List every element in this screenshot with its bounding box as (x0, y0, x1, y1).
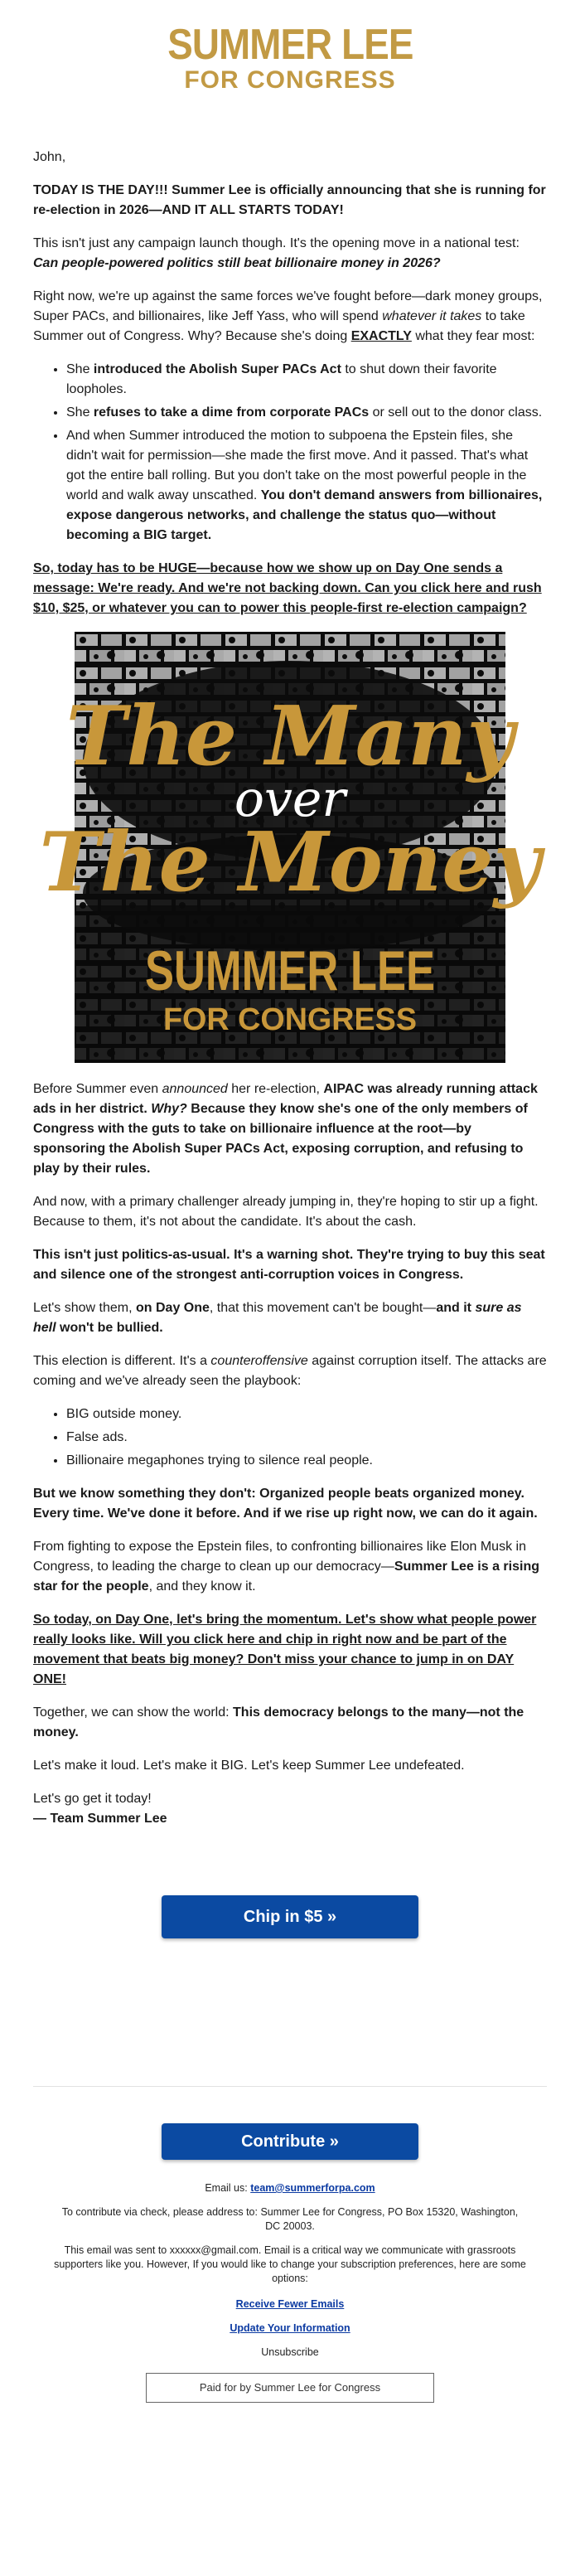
campaign-logo (33, 0, 547, 104)
list-playbook (33, 1404, 547, 1471)
paragraph-rising-star: From fighting to expose the Epstein files, to confronting billionaires like Elon Musk in Congress, to leading the charge to clean up our democracy—Summer Lee is a rising star for the people, and they know it. (33, 1540, 539, 1594)
footer-email: Email us: team@summerforpa.com (205, 2182, 375, 2194)
hero-line-the-many: The Many (65, 689, 515, 784)
email-body (33, 0, 547, 2403)
announcement: TODAY IS THE DAY!!! Summer Lee is officially announcing that she is running for re-election in 2026—AND IT ALL STARTS TODAY! (33, 183, 546, 217)
paragraph-show-them: Let's show them, on Day One, that this movement can't be bought—and it sure as hell won't be bullied. (33, 1301, 522, 1335)
hero-line-the-money: The Money (39, 815, 541, 910)
paragraph-aipac: Before Summer even announced her re-election, AIPAC was already running attack ads in her district. Why? Because they know she's one of the only members of Congress with the guts to take on billionaire influence at the root—by sponsoring the Abolish Super PACs Act, exposing corruption, and refusing to play by their rules. (33, 1082, 538, 1176)
chip-in-button[interactable]: Chip in $5 » (162, 1895, 418, 1938)
list-what-they-fear (33, 360, 547, 546)
paragraph-warning-shot: This isn't just politics-as-usual. It's a warning shot. They're trying to buy this seat and silence one of the strongest anti-corruption voices in Congress. (33, 1248, 545, 1282)
paragraph-together: Together, we can show the world: This democracy belongs to the many—not the money. (33, 1705, 524, 1739)
footer-check-address: To contribute via check, please address to: Summer Lee for Congress, PO Box 15320, Washington, DC 20003. (61, 2206, 519, 2232)
logo-subtitle: FOR CONGRESS (184, 66, 396, 94)
hero-brand-subtitle: FOR CONGRESS (163, 1002, 417, 1037)
paragraph-forces: Right now, we're up against the same forces we've fought before—dark money groups, Super PACs, and billionaires, like Jeff Yass, who will spend whatever it takes to take Summer out of Congress. Why? Because she's doing EXACTLY what they fear most: (33, 289, 543, 343)
signoff: Let's go get it today! — Team Summer Lee (33, 1792, 167, 1826)
email-link[interactable]: team@summerforpa.com (250, 2182, 375, 2194)
paid-for-disclaimer: Paid for by Summer Lee for Congress (146, 2373, 434, 2403)
hero-graphic (39, 632, 541, 1063)
divider (33, 2086, 547, 2087)
paragraph-national-test: This isn't just any campaign launch though. It's the opening move in a national test: Can people-powered politics still beat billionaire money in 2026? (33, 236, 520, 270)
hero-brand-name: SUMMER LEE (145, 939, 435, 1002)
donate-link-1[interactable]: So, today has to be HUGE—because how we show up on Day One sends a message: We're ready. And we're not backing down. Can you click here and rush $10, $25, or whatever you can to power this people-first re-election campaign? (33, 561, 542, 615)
paragraph-challenger: And now, with a primary challenger already jumping in, they're hoping to stir up a fight. Because to them, it's not about the candidate. It's about the cash. (33, 1195, 539, 1229)
list-item: • False ads. (66, 1428, 547, 1448)
footer-subscription-note: This email was sent to xxxxxx@gmail.com. Email is a critical way we communicate with grassroots supporters like you. However, If you would like to change your subscription preferences, here are some options: (54, 2244, 526, 2284)
paragraph-make-it-loud: Let's make it loud. Let's make it BIG. Let's keep Summer Lee undefeated. (33, 1759, 465, 1773)
greeting: John, (33, 150, 66, 164)
logo-name: SUMMER LEE (167, 21, 413, 69)
paragraph-counteroffensive: This election is different. It's a counteroffensive against corruption itself. The attacks are coming and we've already seen the playbook: (33, 1354, 547, 1388)
list-item: • She introduced the Abolish Super PACs Act to shut down their favorite loopholes. (66, 360, 547, 400)
receive-fewer-emails-link[interactable]: Receive Fewer Emails (235, 2298, 345, 2310)
paragraph-organized-people: But we know something they don't: Organized people beats organized money. Every time. We've done it before. And if we rise up right now, we can do it again. (33, 1487, 538, 1521)
hero-image-many-over-money[interactable] (39, 632, 541, 1063)
list-item: • She refuses to take a dime from corporate PACs or sell out to the donor class. (66, 403, 547, 423)
contribute-button[interactable]: Contribute » (162, 2123, 418, 2160)
update-info-link[interactable]: Update Your Information (230, 2322, 350, 2334)
list-item: • BIG outside money. (66, 1404, 547, 1424)
unsubscribe-link[interactable]: Unsubscribe (261, 2346, 319, 2358)
list-item: • And when Summer introduced the motion to subpoena the Epstein files, she didn't wait for permission—she made the first move. And it passed. That's what got the entire ball rolling. But you don't take on the most powerful people in the world and walk away unscathed. You don't demand answers from billionaires, expose dangerous networks, and challenge the status quo—without becoming a BIG target. (66, 426, 547, 546)
footer (33, 2181, 547, 2403)
list-item: • Billionaire megaphones trying to silence real people. (66, 1451, 547, 1471)
hero-line-over: over (234, 770, 346, 828)
donate-link-2[interactable]: So today, on Day One, let's bring the momentum. Let's show what people power really looks like. Will you click here and chip in right now and be part of the movement that beats big money? Don't miss your chance to jump in on DAY ONE! (33, 1613, 537, 1686)
